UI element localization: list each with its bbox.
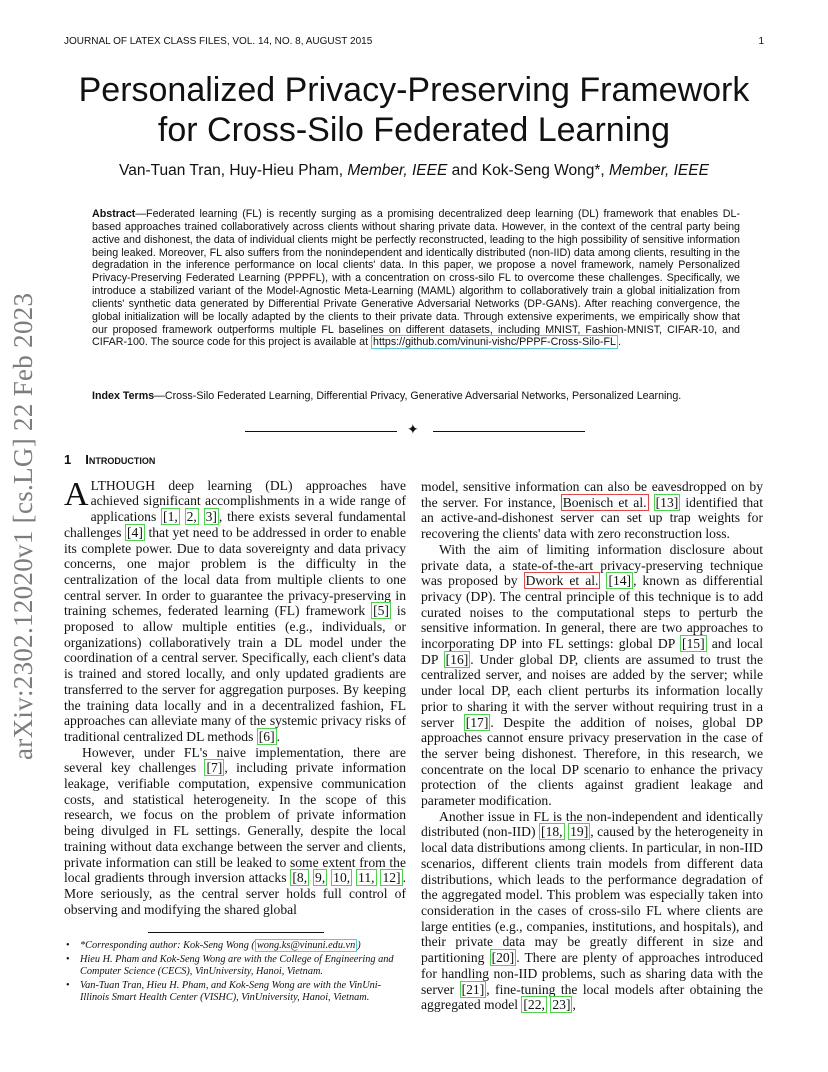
drop-cap: A [64,475,89,513]
abstract: Abstract—Federated learning (FL) is recently surging as a promising decentralized deep learning (DL) framework that enables DL-based approaches trained collaboratively across clients without sharing private data. However, in the context of the central party being active and dishonest, the data of individual clients might be perfectly reconstructed, leading to the high possibility of sensitive information being leaked. Moreover, FL also suffers from the nonindependent and identically distributed (non-IID) data among clients, resulting in the degradation in the inference performance on local clients' data. In this paper, we propose a novel framework, namely Personalized Privacy-Preserving Federated Learning (PPPFL), with a concentration on cross-silo FL to overcome these challenges. Specifically, we introduce a stabilized variant of the Model-Agnostic Meta-Learning (MAML) algorithm to collaboratively train a global initialization from clients' synthetic data generated by Differential Private Generative Adversarial Networks (DP-GANs). After reaching convergence, the global initialization will be locally adapted by the clients to their private data. Through extensive experiments, we empirically show that our proposed framework outperforms multiple FL baselines on different datasets, including MNIST, Fashion-MNIST, CIFAR-10, and CIFAR-100. The source code for this project is available at https://github.com/vinuni-vishc/PPPF-Cross-Silo-FL . [92,208,740,349]
arxiv-identifier[interactable]: arXiv:2302.12020v1 [cs.LG] 22 Feb 2023 [8,292,38,760]
citation-link[interactable]: [4] [127,524,143,540]
citation-link[interactable]: [20] [491,950,515,966]
section-heading [64,452,406,468]
citation-link[interactable]: [1, [163,509,178,525]
citation-link[interactable]: [8, [292,870,308,886]
citation-link[interactable]: [7] [206,760,223,776]
citation-link[interactable]: [15] [681,636,705,652]
citation-link[interactable]: 19] [570,824,589,840]
member-tag-1: Member, IEEE [347,162,448,179]
email-link[interactable]: wong.ks@vinuni.edu.vn [256,940,356,951]
paragraph: With the aim of limiting information disclosure about private data, a state-of-the-art privacy-preserving technique was proposed by Dwork et al. [14] , known as differential privacy (DP). The central principle of this technique is to add curated noises to the computational steps to perturb the sensitive information. In general, there are two approaches to incorporating DP into FL settings: global DP [15] and local DP [16] . Under global DP, clients are assumed to trust the centralized server, and noises are added by the server; while under local DP, each client perturbs its information locally prior to sharing it with the server without requiring trust in a server [17] . Despite the addition of noises, global DP approaches cannot ensure privacy preservation in the case of the server being dishonest. Therefore, in this research, we concentrate on the local DP scenario to enhance the privacy protection of the clients against gradient leakage and parameter modification. [421,541,764,809]
abstract-label: Abstract [92,208,136,220]
citation-link[interactable]: 23] [552,997,571,1013]
authors-part-2: and Kok-Seng Wong*, [451,162,605,179]
citation-link[interactable]: [18, [541,824,563,840]
index-terms [92,390,740,403]
left-column [64,452,406,917]
title-line-1: Personalized Privacy-Preserving Framework [78,71,750,109]
citation-link[interactable]: [6] [258,728,275,744]
citation-link[interactable]: 9, [315,870,326,886]
author-citation-link[interactable]: Boenisch et al. [562,494,647,510]
section-number: 1 [64,452,72,467]
author-citation-link[interactable]: Dwork et al. [525,573,599,589]
divider-star-icon: ✦ [407,423,419,438]
citation-link[interactable]: 10, [333,870,351,886]
footnote-item: • Hieu H. Pham and Kok-Seng Wong are with the College of Engineering and Computer Science (CECS), VinUniversity, Hanoi, Vietnam. [80,954,408,979]
citation-link[interactable]: [21] [461,981,485,997]
index-terms-text: —Cross-Silo Federated Learning, Differential Privacy, Generative Adversarial Networks, Personalized Learning. [154,390,682,402]
section-title: Introduction [85,452,156,467]
author-list [40,162,788,180]
citation-link[interactable]: 2, [186,509,197,525]
divider-line-left [245,431,397,432]
member-tag-2: Member, IEEE [609,162,709,179]
citation-link[interactable]: [16] [445,651,469,667]
footnotes [64,940,408,1006]
journal-name: JOURNAL OF LATEX CLASS FILES, VOL. 14, NO. 8, AUGUST 2015 [64,36,373,47]
index-terms-label: Index Terms [92,390,155,402]
citation-link[interactable]: [13] [655,494,679,510]
section-divider [245,425,585,437]
code-repository-link[interactable]: https://github.com/vinuni-vishc/PPPF-Cross-Silo-FL [373,336,616,349]
footnote-item: • *Corresponding author: Kok-Seng Wong ( wong.ks@vinuni.edu.vn ) [80,940,408,953]
paragraph: ALTHOUGH deep learning (DL) approaches have achieved significant accomplishments in a wide range of applications [1, 2, 3] , there exists several fundamental challenges [4] that yet need to be addressed in order to enable its complete power. Due to data sovereignty and data privacy concerns, one major problem is the difficulty in the centralization of the local data from multiple clients to one central server. In order to guarantee the privacy-preserving in training schemes, federated learning (FL) framework [5] is proposed to allow multiple entities (e.g., individuals, or organizations) collaboratively train a DL model under the coordination of a central server. Specifically, each client's data is trained and stored locally, and only updated gradients are transferred to the server for aggregation purposes. By keeping the training data locally and in a decentralized fashion, FL approaches can alleviate many of the systemic privacy risks of traditional centralized DL methods [6] . [64,475,407,744]
citation-link[interactable]: [22, [523,997,545,1013]
page-number: 1 [758,36,764,47]
citation-link[interactable]: 12] [382,870,401,886]
citation-link[interactable]: [17] [465,714,489,730]
footnote-rule [148,932,324,933]
footnote-item: • Van-Tuan Tran, Hieu H. Pham, and Kok-Seng Wong are with the VinUni-Illinois Smart Health Center (VISHC), VinUniversity, Hanoi, Vietnam. [80,980,408,1005]
citation-link[interactable]: 11, [358,870,375,886]
paragraph: Another issue in FL is the non-independent and identically distributed (non-IID) [18, 19] , caused by the heterogeneity in local data distributions among clients. In particular, in non-IID scenarios, different clients train models from different data distributions, which leads to the performance degradation of the aggregated model. This problem was especially taken into consideration in the cases of cross-silo FL where clients are large entities (e.g., companies, institutions, and hospitals), and their private data may be greatly different in size and partitioning [20] . There are plenty of approaches introduced for handling non-IID problems, such as sharing data with the server [21] , fine-tuning the local models after obtaining the aggregated model [22, 23] , [421,808,764,1013]
running-header [64,36,764,50]
paragraph: However, under FL's naive implementation, there are several key challenges [7] , including private information leakage, verifiable computation, expensive communication costs, and statistical heterogeneity. In the scope of this research, we focus on the problem of private information being divulged in FL settings. Generally, despite the local training without data exchange between the server and clients, private information can still be leaked to some extent from the local gradients through inversion attacks [8, 9, 10, 11, 12] . More seriously, as the central server holds full control of observing and modifying the shared global [64,744,406,917]
authors-part-1: Van-Tuan Tran, Huy-Hieu Pham, [119,162,344,179]
abstract-text: —Federated learning (FL) is recently surging as a promising decentralized deep learning (DL) framework that enables DL-based approaches trained collaboratively across clients without sharing private data. However, in the context of the central party being active and dishonest, the data of individual clients might be perfectly reconstructed, leading to the high possibility of sensitive information being leaked. Moreover, FL also suffers from the nonindependent and identically distributed (non-IID) data among clients, resulting in the degradation in the inference performance on local clients' data. In this paper, we propose a novel framework, namely Personalized Privacy-Preserving Federated Learning (PPPFL), with a concentration on cross-silo FL to overcome these challenges. Specifically, we introduce a stabilized variant of the Model-Agnostic Meta-Learning (MAML) algorithm to collaboratively train a global initialization from clients' synthetic data generated by Differential Private Generative Adversarial Networks (DP-GANs). After reaching convergence, the global initialization will be locally adapted by the clients to their private data. Through extensive experiments, we empirically show that our proposed framework outperforms multiple FL baselines on different datasets, including MNIST, Fashion-MNIST, CIFAR-10, and CIFAR-100. The source code for this project is available at [92,208,740,349]
divider-line-right [433,431,585,432]
paragraph: model, sensitive information can also be eavesdropped on by the server. For instance, Boenisch et al. [13] identified that an active-and-dishonest server can set up trap weights for recovering the clients' data with zero reconstruction loss. [421,479,763,542]
paper-title [40,70,788,150]
title-line-2: for Cross-Silo Federated Learning [157,111,671,149]
right-column [421,479,763,1013]
citation-link[interactable]: [5] [373,603,389,619]
citation-link[interactable]: [14] [608,573,632,589]
citation-link[interactable]: 3] [205,509,217,525]
